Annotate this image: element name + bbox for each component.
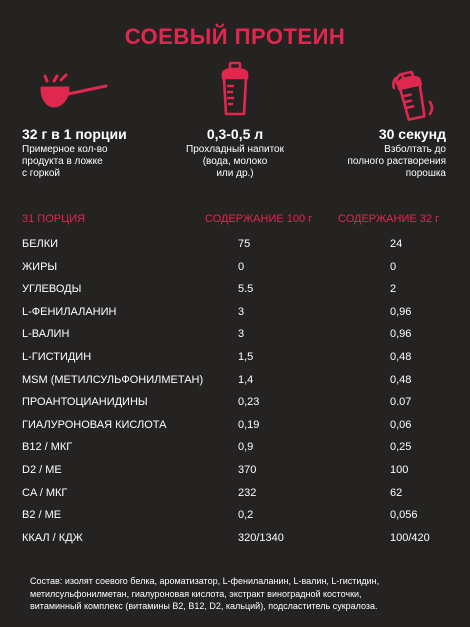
value-per-32g: 0	[390, 260, 397, 273]
feature-liquid-line: (вода, молоко	[202, 156, 268, 167]
feature-shake-time-line: полного растворения	[347, 156, 446, 167]
nutrient-name: L-ГИСТИДИН	[22, 350, 92, 363]
shaking-shaker-icon	[388, 66, 440, 124]
table-row	[0, 280, 470, 303]
shaker-icon	[214, 60, 258, 118]
composition-line: витаминный комплекс (витамины В2, В12, D2, кальций), подсластитель сукралоза.	[30, 601, 378, 611]
value-per-100g: 3	[238, 328, 245, 341]
value-per-100g: 0,2	[238, 509, 254, 522]
nutrient-name: ГИАЛУРОНОВАЯ КИСЛОТА	[22, 418, 167, 431]
value-per-32g: 100	[390, 463, 409, 476]
nutrient-name: B2 / МЕ	[22, 509, 62, 522]
nutrient-name: D2 / МЕ	[22, 463, 62, 476]
nutrient-name: ККАЛ / КДЖ	[22, 531, 83, 544]
value-per-32g: 0,06	[390, 418, 412, 431]
value-per-100g: 75	[238, 238, 251, 250]
nutrient-name: B12 / МКГ	[22, 441, 73, 454]
nutrient-name: ЖИРЫ	[22, 260, 58, 273]
table-row	[0, 235, 470, 258]
feature-liquid	[160, 126, 310, 180]
feature-liquid-line: или др.)	[216, 168, 254, 179]
table-header-per-100g: СОДЕРЖАНИЕ 100 г	[205, 213, 313, 225]
table-row	[0, 371, 470, 394]
table-header-portions: 31 ПОРЦИЯ	[22, 213, 86, 225]
value-per-32g: 0,48	[390, 350, 412, 363]
table-row	[0, 416, 470, 439]
feature-portion-line: с горкой	[22, 168, 60, 179]
table-row	[0, 438, 470, 461]
composition-line: метилсульфонилметан, гиалуроновая кислота, экстракт виноградной косточки,	[30, 588, 362, 599]
table-header-per-32g: СОДЕРЖАНИЕ 32 г	[338, 213, 440, 225]
nutrition-table	[0, 235, 470, 551]
value-per-100g: 0,9	[238, 441, 254, 454]
table-row	[0, 348, 470, 371]
feature-shake-time	[310, 126, 446, 180]
feature-portion-line: Примерное кол-во	[22, 144, 108, 155]
feature-portion-title: 32 г в 1 порции	[22, 126, 127, 142]
nutrient-name: L-ВАЛИН	[22, 328, 70, 341]
value-per-32g: 0,96	[390, 305, 412, 318]
table-row	[0, 529, 470, 552]
value-per-100g: 1,4	[238, 373, 254, 386]
table-row	[0, 461, 470, 484]
value-per-100g: 1,5	[238, 350, 254, 363]
feature-shake-time-line: Взболтать до	[384, 144, 446, 155]
value-per-100g: 0,23	[238, 396, 260, 409]
value-per-32g: 62	[390, 486, 403, 499]
value-per-32g: 0.07	[390, 396, 412, 409]
value-per-100g: 232	[238, 486, 257, 499]
feature-shake-time-title: 30 секунд	[378, 126, 446, 142]
value-per-32g: 0,48	[390, 373, 412, 386]
value-per-100g: 0	[238, 260, 245, 273]
composition-text	[30, 575, 450, 613]
table-row	[0, 303, 470, 326]
value-per-32g: 2	[390, 283, 397, 296]
nutrient-name: БЕЛКИ	[22, 238, 59, 250]
table-row	[0, 484, 470, 507]
table-row	[0, 258, 470, 281]
value-per-100g: 5.5	[238, 283, 254, 296]
nutrient-name: УГЛЕВОДЫ	[22, 283, 82, 296]
value-per-100g: 320/1340	[238, 531, 284, 544]
nutrient-name: MSM (МЕТИЛСУЛЬФОНИЛМЕТАН)	[22, 373, 204, 386]
feature-portion-line: продукта в ложке	[22, 156, 103, 167]
scoop-icon	[36, 66, 112, 114]
value-per-32g: 0,25	[390, 441, 412, 454]
nutrient-name: CA / МКГ	[22, 486, 68, 499]
nutrient-name: L-ФЕНИЛАЛАНИН	[22, 305, 117, 318]
feature-portion	[22, 126, 162, 180]
page-title: СОЕВЫЙ ПРОТЕИН	[124, 24, 346, 49]
feature-liquid-line: Прохладный напиток	[186, 144, 284, 155]
value-per-32g: 24	[390, 238, 403, 250]
value-per-32g: 0,96	[390, 328, 412, 341]
feature-shake-time-line: порошка	[405, 168, 446, 179]
value-per-32g: 100/420	[390, 531, 430, 544]
feature-liquid-title: 0,3-0,5 л	[206, 126, 264, 142]
value-per-100g: 0,19	[238, 418, 260, 431]
value-per-100g: 370	[238, 463, 257, 476]
table-row	[0, 325, 470, 348]
composition-line: Состав: изолят соевого белка, ароматизатор, L-фенилаланин, L-валин, L-гистидин,	[30, 576, 380, 586]
value-per-32g: 0,056	[390, 509, 418, 522]
table-row	[0, 506, 470, 529]
nutrient-name: ПРОАНТОЦИАНИДИНЫ	[22, 396, 148, 409]
value-per-100g: 3	[238, 305, 245, 318]
table-row	[0, 393, 470, 416]
